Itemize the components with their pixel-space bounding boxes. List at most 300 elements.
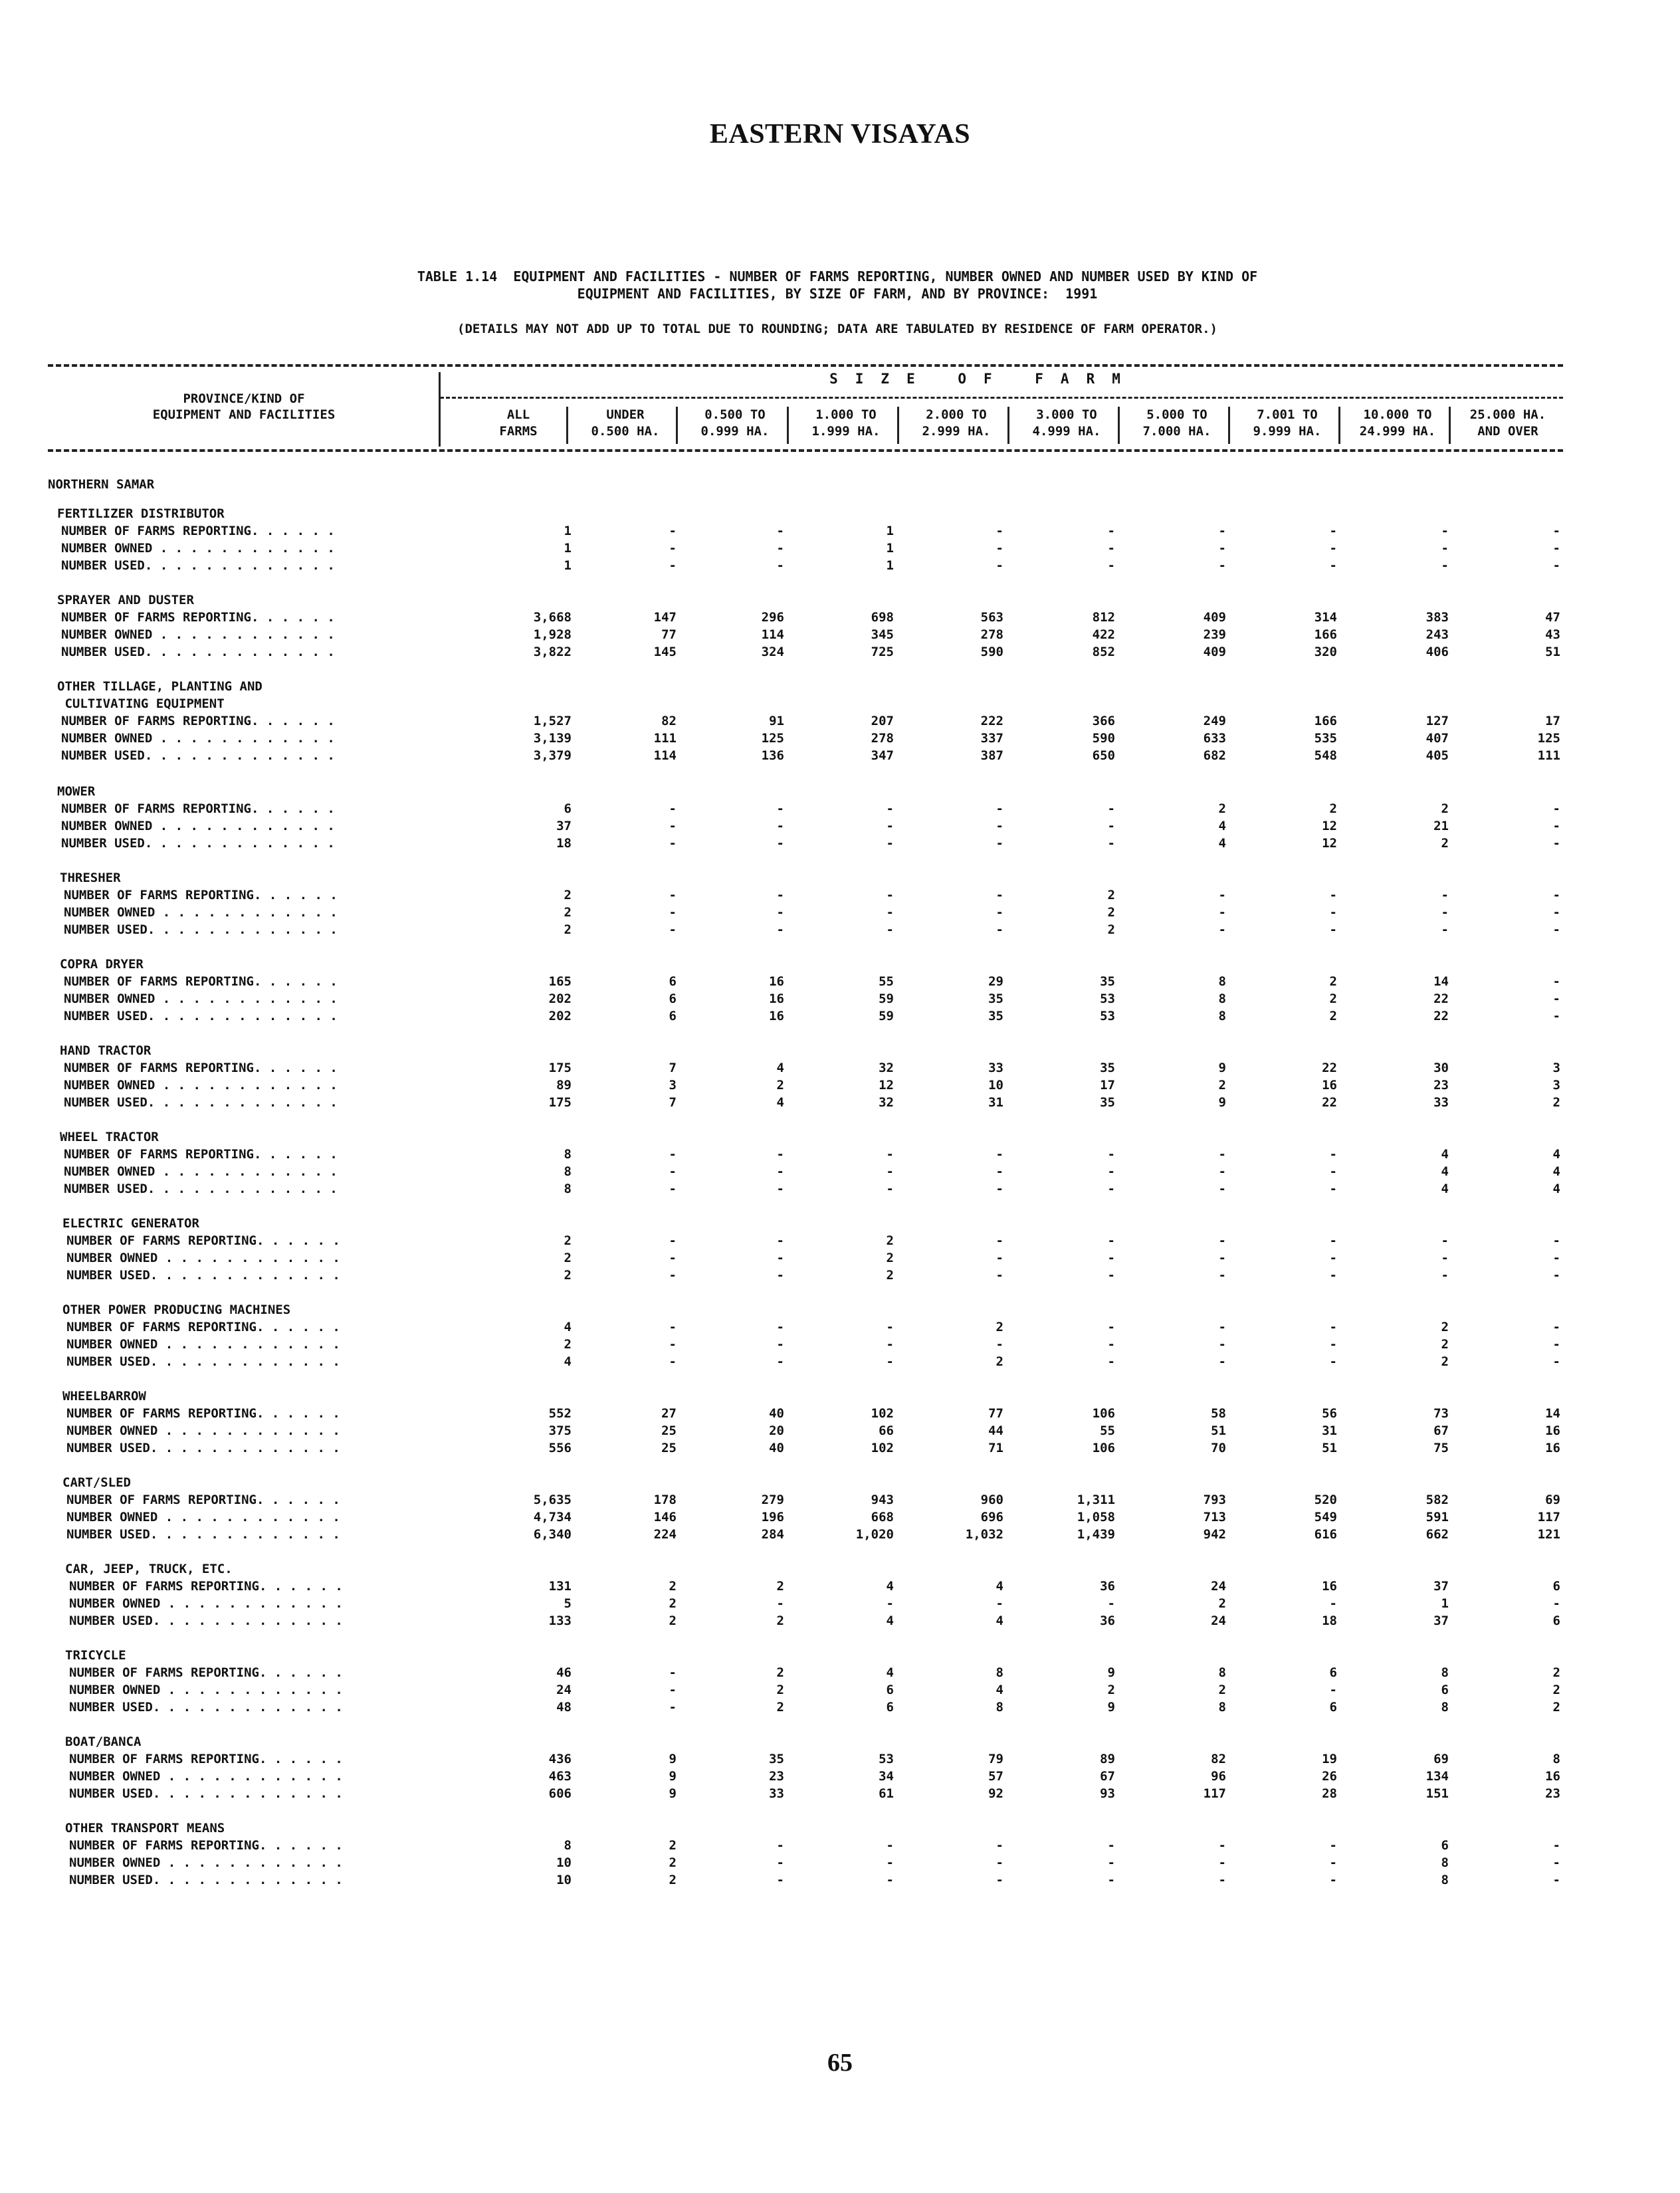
table-cell: -	[1107, 1251, 1115, 1265]
table-cell: 114	[653, 748, 677, 763]
table-cell: 196	[761, 1510, 784, 1524]
table-cell: 2	[1552, 1095, 1560, 1110]
table-cell: -	[669, 1268, 677, 1283]
table-cell: -	[1218, 541, 1226, 556]
table-cell: 2	[1329, 1009, 1337, 1023]
table-cell: -	[1552, 524, 1560, 538]
table-cell: 960	[980, 1493, 1003, 1507]
equipment-kind-title: ELECTRIC GENERATOR	[62, 1216, 199, 1231]
table-cell: 2	[776, 1683, 784, 1697]
table-cell: -	[669, 541, 677, 556]
table-cell: 35	[1100, 1095, 1115, 1110]
row-label: NUMBER OF FARMS REPORTING. . . . . .	[61, 610, 335, 625]
table-cell: -	[1218, 1147, 1226, 1162]
size-of-farm-title: SIZE OF FARM	[829, 371, 1138, 387]
table-cell: -	[1552, 922, 1560, 937]
table-cell: 10	[556, 1873, 572, 1887]
table-cell: -	[776, 1855, 784, 1870]
table-cell: -	[1218, 905, 1226, 920]
table-cell: 43	[1545, 627, 1560, 642]
table-cell: 2	[1107, 922, 1115, 937]
table-cell: 207	[871, 714, 894, 728]
table-cell: 51	[1211, 1423, 1226, 1438]
table-cell: -	[1218, 1182, 1226, 1196]
table-cell: 2	[1329, 801, 1337, 816]
table-cell: 591	[1425, 1510, 1449, 1524]
table-cell: 51	[1322, 1441, 1337, 1455]
equipment-kind-title: SPRAYER AND DUSTER	[57, 593, 194, 607]
table-cell: 175	[548, 1095, 572, 1110]
table-cell: -	[1329, 1683, 1337, 1697]
table-cell: -	[996, 1268, 1003, 1283]
table-cell: 682	[1203, 748, 1226, 763]
table-cell: -	[669, 1251, 677, 1265]
table-cell: -	[1552, 888, 1560, 902]
row-label: NUMBER OF FARMS REPORTING. . . . . .	[64, 888, 338, 902]
table-cell: 202	[548, 992, 572, 1006]
table-cell: 2	[996, 1320, 1003, 1334]
table-cell: -	[1552, 905, 1560, 920]
table-cell: 278	[980, 627, 1003, 642]
table-cell: 37	[1433, 1614, 1449, 1628]
table-cell: 1	[564, 558, 572, 573]
table-cell: -	[669, 819, 677, 833]
column-header-line: 10.000 TO	[1363, 407, 1432, 422]
table-cell: 1	[1441, 1596, 1449, 1611]
table-cell: 66	[879, 1423, 894, 1438]
table-caption-line1: TABLE 1.14 EQUIPMENT AND FACILITIES - NUMBER OF FARMS REPORTING, NUMBER OWNED AND NUMBER USED BY KIND OF	[417, 268, 1258, 284]
table-cell: 2	[1441, 836, 1449, 851]
table-cell: 4	[1441, 1182, 1449, 1196]
table-cell: 725	[871, 645, 894, 659]
table-cell: 12	[1322, 836, 1337, 851]
table-cell: 102	[871, 1441, 894, 1455]
table-cell: -	[776, 1268, 784, 1283]
table-cell: 20	[769, 1423, 784, 1438]
table-cell: 9	[669, 1786, 677, 1801]
table-cell: -	[996, 1337, 1003, 1352]
table-cell: 436	[548, 1752, 572, 1766]
table-cell: -	[1441, 905, 1449, 920]
table-cell: 106	[1092, 1406, 1115, 1421]
stub-header-line2: EQUIPMENT AND FACILITIES	[152, 407, 336, 422]
row-label: NUMBER USED. . . . . . . . . . . . .	[64, 1009, 338, 1023]
table-cell: 696	[980, 1510, 1003, 1524]
table-cell: -	[776, 1354, 784, 1369]
table-cell: 146	[653, 1510, 677, 1524]
table-cell: 35	[988, 992, 1003, 1006]
column-header-line: 3.000 TO	[1036, 407, 1097, 422]
table-cell: -	[776, 1251, 784, 1265]
table-cell: 29	[988, 974, 1003, 989]
table-cell: -	[1107, 1320, 1115, 1334]
table-cell: 147	[653, 610, 677, 625]
table-cell: -	[1552, 558, 1560, 573]
table-cell: 4	[776, 1061, 784, 1075]
table-cell: 121	[1537, 1527, 1560, 1542]
column-divider	[1228, 407, 1230, 444]
equipment-kind-title: OTHER POWER PRODUCING MACHINES	[62, 1303, 291, 1317]
table-cell: 422	[1092, 627, 1115, 642]
table-cell: -	[886, 1838, 894, 1853]
table-cell: -	[1107, 1147, 1115, 1162]
column-header	[902, 407, 1010, 440]
row-label: NUMBER OWNED . . . . . . . . . . . .	[61, 819, 335, 833]
table-cell: -	[1552, 541, 1560, 556]
table-cell: 2	[1441, 801, 1449, 816]
table-cell: -	[1107, 1354, 1115, 1369]
table-cell: 2	[1441, 1320, 1449, 1334]
table-cell: 16	[1545, 1769, 1560, 1784]
table-cell: 249	[1203, 714, 1226, 728]
table-cell: -	[1218, 1855, 1226, 1870]
table-cell: 3	[1552, 1078, 1560, 1093]
equipment-kind-title: WHEEL TRACTOR	[60, 1130, 159, 1144]
table-cell: -	[996, 888, 1003, 902]
table-cell: 1	[564, 524, 572, 538]
table-cell: 375	[548, 1423, 572, 1438]
row-label: NUMBER USED. . . . . . . . . . . . .	[61, 836, 335, 851]
table-cell: 8	[1218, 1700, 1226, 1715]
table-cell: 79	[988, 1752, 1003, 1766]
table-cell: 535	[1314, 731, 1337, 746]
column-header	[465, 407, 572, 440]
equipment-kind-title: CART/SLED	[62, 1475, 131, 1490]
table-cell: 366	[1092, 714, 1115, 728]
table-cell: 16	[1322, 1579, 1337, 1594]
table-cell: -	[669, 1147, 677, 1162]
row-label: NUMBER OWNED . . . . . . . . . . . .	[61, 541, 335, 556]
table-cell: -	[1552, 1009, 1560, 1023]
table-cell: 239	[1203, 627, 1226, 642]
row-label: NUMBER OF FARMS REPORTING. . . . . .	[66, 1493, 340, 1507]
row-label: NUMBER USED. . . . . . . . . . . . .	[66, 1354, 340, 1369]
table-cell: 6	[669, 974, 677, 989]
column-header	[572, 407, 679, 440]
province-name: NORTHERN SAMAR	[48, 477, 155, 492]
table-cell: -	[669, 836, 677, 851]
table-cell: -	[996, 1251, 1003, 1265]
table-cell: 3	[1552, 1061, 1560, 1075]
table-cell: -	[1218, 888, 1226, 902]
table-caption-line2: EQUIPMENT AND FACILITIES, BY SIZE OF FARM, AND BY PROVINCE: 1991	[577, 286, 1098, 302]
table-cell: -	[1329, 541, 1337, 556]
equipment-kind-title: TRICYCLE	[65, 1648, 126, 1663]
table-cell: 409	[1203, 645, 1226, 659]
table-cell: 27	[661, 1406, 677, 1421]
table-cell: -	[776, 836, 784, 851]
table-cell: 59	[879, 1009, 894, 1023]
table-cell: -	[776, 1147, 784, 1162]
table-cell: 3,668	[533, 610, 572, 625]
table-cell: 1,527	[533, 714, 572, 728]
table-cell: 222	[980, 714, 1003, 728]
table-cell: -	[669, 1683, 677, 1697]
table-cell: 33	[1433, 1095, 1449, 1110]
table-cell: 91	[769, 714, 784, 728]
table-cell: 89	[1100, 1752, 1115, 1766]
table-cell: 18	[1322, 1614, 1337, 1628]
table-cell: 32	[879, 1061, 894, 1075]
table-cell: -	[1218, 1354, 1226, 1369]
column-header	[1123, 407, 1231, 440]
table-cell: -	[776, 905, 784, 920]
table-cell: 89	[556, 1078, 572, 1093]
column-header-line: UNDER	[606, 407, 645, 422]
table-cell: -	[1552, 1320, 1560, 1334]
table-cell: -	[1441, 1233, 1449, 1248]
table-cell: 2	[669, 1838, 677, 1853]
table-cell: -	[776, 1873, 784, 1887]
row-label: NUMBER OWNED . . . . . . . . . . . .	[69, 1683, 343, 1697]
table-cell: 2	[1552, 1683, 1560, 1697]
equipment-kind-title: HAND TRACTOR	[60, 1043, 152, 1058]
table-cell: 2	[776, 1614, 784, 1628]
table-cell: -	[1552, 1354, 1560, 1369]
table-cell: -	[1107, 1182, 1115, 1196]
table-cell: 1,058	[1077, 1510, 1115, 1524]
column-header-line: 2.000 TO	[926, 407, 987, 422]
table-cell: 556	[548, 1441, 572, 1455]
table-cell: -	[886, 922, 894, 937]
row-label: NUMBER OF FARMS REPORTING. . . . . .	[66, 1320, 340, 1334]
table-cell: 2	[776, 1700, 784, 1715]
table-cell: -	[1552, 836, 1560, 851]
table-cell: 2	[564, 922, 572, 937]
table-cell: -	[996, 1596, 1003, 1611]
table-cell: 1,020	[855, 1527, 894, 1542]
table-cell: 17	[1100, 1078, 1115, 1093]
table-cell: 70	[1211, 1441, 1226, 1455]
table-cell: 1	[886, 524, 894, 538]
table-cell: 145	[653, 645, 677, 659]
table-cell: 2	[564, 1251, 572, 1265]
table-cell: -	[1441, 1268, 1449, 1283]
table-cell: -	[1218, 1233, 1226, 1248]
column-header	[1344, 407, 1451, 440]
column-header-line: 25.000 HA.	[1469, 407, 1546, 422]
table-cell: -	[669, 801, 677, 816]
table-cell: 243	[1425, 627, 1449, 642]
column-divider	[1118, 407, 1120, 444]
table-cell: 133	[548, 1614, 572, 1628]
table-cell: 34	[879, 1769, 894, 1784]
table-cell: 71	[988, 1441, 1003, 1455]
table-cell: 8	[564, 1164, 572, 1179]
table-cell: 117	[1537, 1510, 1560, 1524]
table-cell: 40	[769, 1406, 784, 1421]
table-cell: 28	[1322, 1786, 1337, 1801]
table-cell: -	[776, 1164, 784, 1179]
table-cell: -	[1329, 1873, 1337, 1887]
table-cell: 69	[1545, 1493, 1560, 1507]
table-cell: -	[669, 558, 677, 573]
table-cell: -	[886, 1147, 894, 1162]
row-label: NUMBER OWNED . . . . . . . . . . . .	[66, 1337, 340, 1352]
table-cell: 8	[1218, 1009, 1226, 1023]
table-cell: 6	[1552, 1614, 1560, 1628]
table-cell: 2	[669, 1579, 677, 1594]
table-cell: 383	[1425, 610, 1449, 625]
table-cell: 590	[980, 645, 1003, 659]
table-cell: -	[669, 1337, 677, 1352]
table-cell: -	[886, 801, 894, 816]
table-cell: -	[996, 524, 1003, 538]
table-cell: 2	[1107, 1683, 1115, 1697]
table-cell: 650	[1092, 748, 1115, 763]
table-cell: 69	[1433, 1752, 1449, 1766]
table-cell: 35	[1100, 974, 1115, 989]
table-cell: 166	[1314, 714, 1337, 728]
table-cell: 320	[1314, 645, 1337, 659]
table-cell: 32	[879, 1095, 894, 1110]
table-cell: 21	[1433, 819, 1449, 833]
table-cell: 4	[1552, 1182, 1560, 1196]
table-cell: -	[1441, 558, 1449, 573]
row-label: NUMBER OWNED . . . . . . . . . . . .	[66, 1423, 340, 1438]
table-cell: 7	[669, 1061, 677, 1075]
table-cell: -	[1552, 801, 1560, 816]
table-note: (DETAILS MAY NOT ADD UP TO TOTAL DUE TO ROUNDING; DATA ARE TABULATED BY RESIDENCE OF FARM OPERATOR.)	[457, 322, 1217, 336]
table-cell: -	[776, 541, 784, 556]
table-cell: -	[1329, 558, 1337, 573]
table-cell: 125	[761, 731, 784, 746]
table-cell: -	[1107, 1164, 1115, 1179]
table-cell: 6	[564, 801, 572, 816]
table-cell: -	[1218, 1320, 1226, 1334]
table-cell: 16	[769, 1009, 784, 1023]
row-label: NUMBER USED. . . . . . . . . . . . .	[66, 1268, 340, 1283]
table-cell: 4	[1441, 1164, 1449, 1179]
table-cell: 5,635	[533, 1493, 572, 1507]
table-cell: -	[886, 1320, 894, 1334]
table-cell: 33	[769, 1786, 784, 1801]
equipment-kind-title: CAR, JEEP, TRUCK, ETC.	[65, 1562, 233, 1576]
table-cell: 2	[669, 1614, 677, 1628]
table-cell: 6	[669, 1009, 677, 1023]
table-cell: 131	[548, 1579, 572, 1594]
table-cell: 48	[556, 1700, 572, 1715]
table-cell: -	[1218, 1838, 1226, 1853]
table-cell: -	[669, 922, 677, 937]
table-cell: 8	[1218, 1665, 1226, 1680]
table-cell: 2	[776, 1078, 784, 1093]
table-cell: -	[1107, 1838, 1115, 1853]
column-divider	[1338, 407, 1340, 444]
equipment-kind-title: MOWER	[57, 784, 96, 799]
table-cell: -	[1441, 1251, 1449, 1265]
table-cell: 2	[1218, 801, 1226, 816]
table-cell: 19	[1322, 1752, 1337, 1766]
table-cell: 30	[1433, 1061, 1449, 1075]
table-cell: -	[1329, 1251, 1337, 1265]
table-cell: 713	[1203, 1510, 1226, 1524]
row-label: NUMBER OWNED . . . . . . . . . . . .	[66, 1510, 340, 1524]
table-cell: -	[1552, 1873, 1560, 1887]
table-cell: 16	[769, 974, 784, 989]
table-cell: 102	[871, 1406, 894, 1421]
table-cell: 405	[1425, 748, 1449, 763]
table-cell: -	[776, 1337, 784, 1352]
table-cell: 296	[761, 610, 784, 625]
table-cell: 6	[1441, 1838, 1449, 1853]
table-cell: 4	[886, 1579, 894, 1594]
table-cell: -	[996, 1838, 1003, 1853]
table-cell: 6	[1329, 1700, 1337, 1715]
table-cell: -	[1441, 888, 1449, 902]
table-cell: 6	[1441, 1683, 1449, 1697]
table-cell: -	[1329, 1268, 1337, 1283]
row-label: NUMBER OF FARMS REPORTING. . . . . .	[61, 714, 335, 728]
table-cell: 2	[669, 1873, 677, 1887]
table-cell: 563	[980, 610, 1003, 625]
table-cell: 407	[1425, 731, 1449, 746]
table-cell: 8	[564, 1147, 572, 1162]
table-cell: -	[996, 1147, 1003, 1162]
table-cell: 4	[1552, 1147, 1560, 1162]
size-header-rule	[440, 397, 1563, 399]
table-cell: 616	[1314, 1527, 1337, 1542]
table-cell: 106	[1092, 1441, 1115, 1455]
table-cell: 37	[556, 819, 572, 833]
row-label: NUMBER OWNED . . . . . . . . . . . .	[69, 1855, 343, 1870]
table-cell: -	[776, 819, 784, 833]
table-cell: 134	[1425, 1769, 1449, 1784]
table-cell: 26	[1322, 1769, 1337, 1784]
table-cell: -	[886, 888, 894, 902]
row-label: NUMBER USED. . . . . . . . . . . . .	[69, 1873, 343, 1887]
table-cell: -	[1107, 836, 1115, 851]
column-header-line: 24.999 HA.	[1359, 424, 1436, 439]
table-cell: 549	[1314, 1510, 1337, 1524]
table-cell: 58	[1211, 1406, 1226, 1421]
table-cell: 606	[548, 1786, 572, 1801]
table-cell: 8	[996, 1700, 1003, 1715]
table-cell: -	[1329, 1182, 1337, 1196]
table-cell: 2	[886, 1233, 894, 1248]
table-cell: 2	[564, 1233, 572, 1248]
table-cell: 2	[1552, 1700, 1560, 1715]
table-cell: 4	[996, 1614, 1003, 1628]
table-cell: 92	[988, 1786, 1003, 1801]
table-cell: -	[1218, 1268, 1226, 1283]
table-cell: 12	[879, 1078, 894, 1093]
table-cell: 314	[1314, 610, 1337, 625]
table-cell: -	[886, 1337, 894, 1352]
row-label: NUMBER USED. . . . . . . . . . . . .	[69, 1786, 343, 1801]
table-cell: -	[1107, 1873, 1115, 1887]
equipment-kind-title: CULTIVATING EQUIPMENT	[57, 696, 225, 711]
table-cell: 9	[1107, 1665, 1115, 1680]
row-label: NUMBER OWNED . . . . . . . . . . . .	[69, 1769, 343, 1784]
table-cell: 2	[996, 1354, 1003, 1369]
table-cell: -	[669, 905, 677, 920]
column-header-line: 1.999 HA.	[811, 424, 881, 439]
table-cell: -	[886, 1182, 894, 1196]
table-cell: -	[996, 541, 1003, 556]
row-label: NUMBER OF FARMS REPORTING. . . . . .	[69, 1752, 343, 1766]
table-cell: -	[776, 558, 784, 573]
table-cell: 8	[1218, 974, 1226, 989]
row-label: NUMBER USED. . . . . . . . . . . . .	[64, 1182, 338, 1196]
table-cell: 2	[1107, 888, 1115, 902]
equipment-kind-title: THRESHER	[60, 871, 121, 885]
table-cell: 4	[564, 1354, 572, 1369]
table-cell: 4	[564, 1320, 572, 1334]
row-label: NUMBER OWNED . . . . . . . . . . . .	[61, 731, 335, 746]
table-cell: 943	[871, 1493, 894, 1507]
table-cell: 151	[1425, 1786, 1449, 1801]
